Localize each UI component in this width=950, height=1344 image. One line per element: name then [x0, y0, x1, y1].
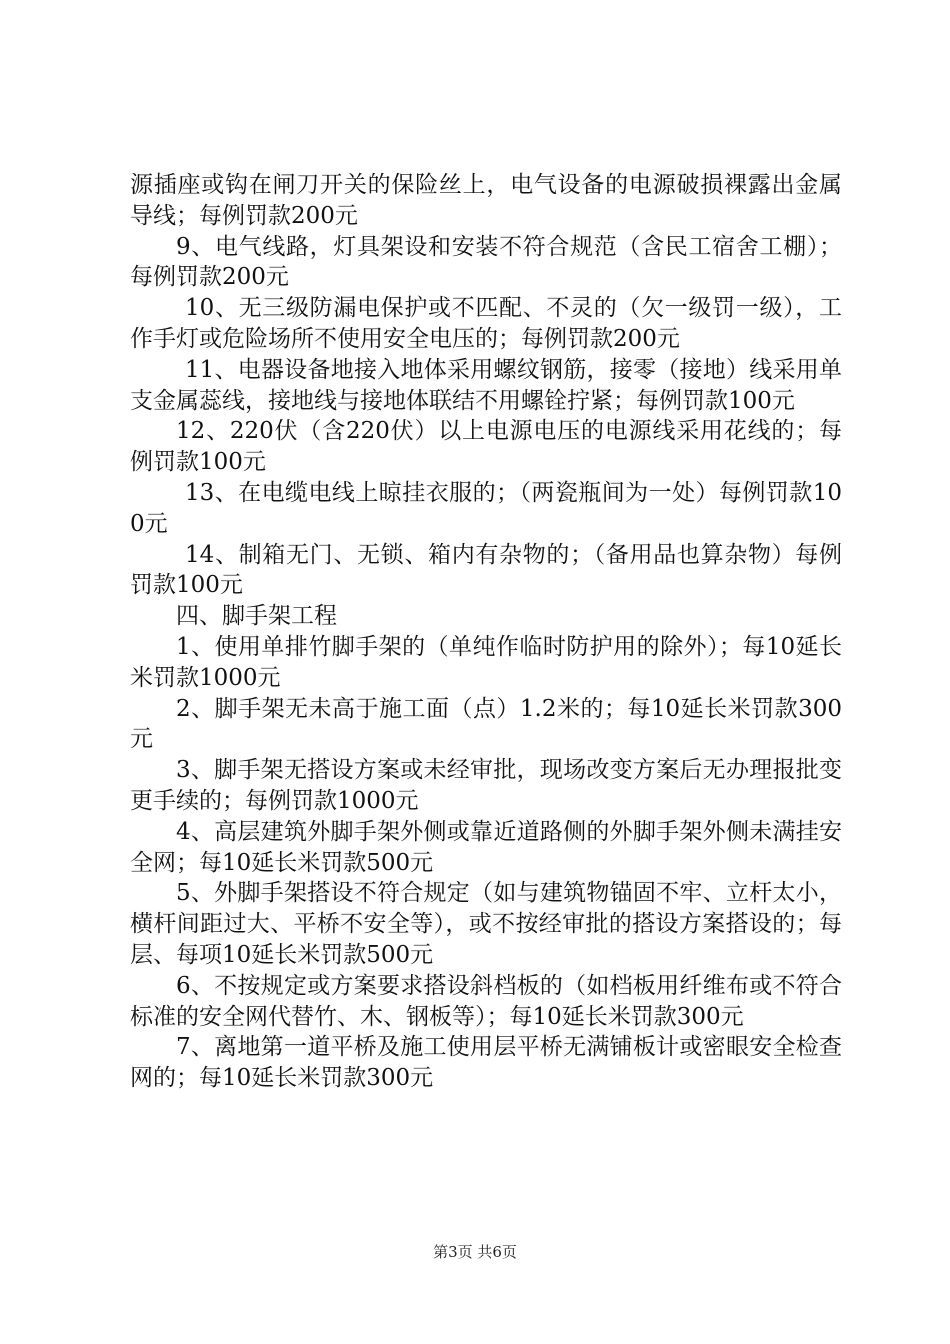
- paragraph-item-11: 11、电器设备地接入地体采用螺纹钢筋，接零（接地）线采用单支金属蕊线，接地线与接地体联结不用螺铨拧紧；每例罚款100元: [130, 356, 842, 414]
- paragraph-scaffold-6: 6、不按规定或方案要求搭设斜档板的（如档板用纤维布或不符合标准的安全网代替竹、木、钢板等）；每10延长米罚款300元: [130, 972, 842, 1030]
- document-body: [130, 170, 842, 1094]
- paragraph-continuation: 源插座或钩在闸刀开关的保险丝上，电气设备的电源破损裸露出金属导线；每例罚款200元: [130, 172, 842, 229]
- paragraph-item-10: 10、无三级防漏电保护或不匹配、不灵的（欠一级罚一级），工作手灯或危险场所不使用安全电压的；每例罚款200元: [130, 295, 842, 352]
- paragraph-item-13: 13、在电缆电线上晾挂衣服的；（两瓷瓶间为一处）每例罚款100元: [130, 479, 842, 537]
- paragraph-item-12: 12、220伏（含220伏）以上电源电压的电源线采用花线的；每例罚款100元: [130, 418, 842, 476]
- paragraph-scaffold-3: 3、脚手架无搭设方案或未经审批，现场改变方案后无办理报批变更手续的；每例罚款1000元: [130, 757, 842, 814]
- paragraph-scaffold-1: 1、使用单排竹脚手架的（单纯作临时防护用的除外）；每10延长米罚款1000元: [130, 633, 842, 691]
- paragraph-scaffold-2: 2、脚手架无未高于施工面（点）1.2米的；每10延长米罚款300元: [130, 695, 842, 753]
- page-footer: 第3页 共6页: [433, 1243, 517, 1261]
- paragraph-scaffold-5: 5、外脚手架搭设不符合规定（如与建筑物锚固不牢、立杆太小，横杆间距过大、平桥不安全等），或不按经审批的搭设方案搭设的；每层、每项10延长米罚款500元: [130, 880, 842, 968]
- section-heading-scaffolding: 四、脚手架工程: [176, 603, 337, 630]
- paragraph-item-14: 14、制箱无门、无锁、箱内有杂物的；（备用品也算杂物）每例罚款100元: [130, 541, 842, 599]
- paragraph-scaffold-7: 7、离地第一道平桥及施工使用层平桥无满铺板计或密眼安全检查网的；每10延长米罚款300元: [130, 1034, 842, 1092]
- paragraph-scaffold-4: 4、高层建筑外脚手架外侧或靠近道路侧的外脚手架外侧未满挂安全网；每10延长米罚款500元: [130, 818, 842, 876]
- paragraph-item-9: 9、电气线路，灯具架设和安装不符合规范（含民工宿舍工棚）；每例罚款200元: [130, 233, 842, 291]
